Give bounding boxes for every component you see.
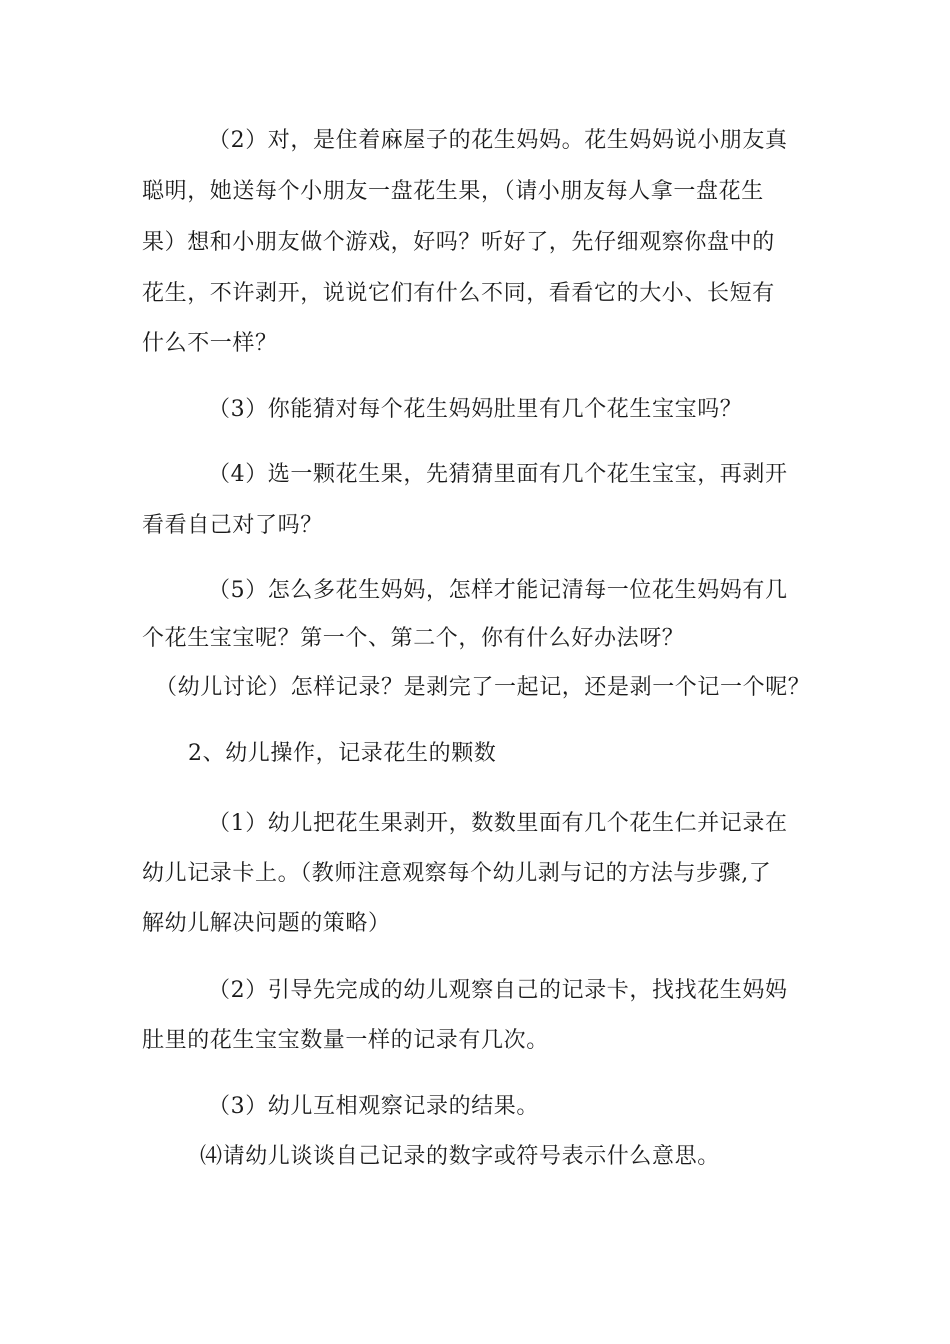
paragraph-5-line-3: （幼儿讨论）怎样记录？是剥完了一起记，还是剥一个记一个呢？ xyxy=(155,675,811,700)
paragraph-4-line-2: 看看自己对了吗？ xyxy=(142,513,323,538)
step-1-line-1: （1）幼儿把花生果剥开，数数里面有几个花生仁并记录在 xyxy=(208,811,788,836)
paragraph-2-line-1: （2）对，是住着麻屋子的花生妈妈。花生妈妈说小朋友真 xyxy=(208,128,788,153)
step-1-line-3: 解幼儿解决问题的策略） xyxy=(142,911,391,936)
step-1-line-2: 幼儿记录卡上。（教师注意观察每个幼儿剥与记的方法与步骤,了 xyxy=(142,861,772,886)
paragraph-3-line-1: （3）你能猜对每个花生妈妈肚里有几个花生宝宝吗？ xyxy=(208,397,743,422)
paragraph-5-line-1: （5）怎么多花生妈妈，怎样才能记清每一位花生妈妈有几 xyxy=(208,578,788,603)
section-heading-2: 2、幼儿操作，记录花生的颗数 xyxy=(188,741,497,766)
step-2-line-2: 肚里的花生宝宝数量一样的记录有几次。 xyxy=(142,1028,549,1053)
paragraph-2-line-4: 花生，不许剥开，说说它们有什么不同，看看它的大小、长短有 xyxy=(142,281,775,306)
paragraph-2-line-3: 果）想和小朋友做个游戏，好吗？听好了，先仔细观察你盘中的 xyxy=(142,230,775,255)
paragraph-4-line-1: （4）选一颗花生果，先猜猜里面有几个花生宝宝，再剥开 xyxy=(208,462,788,487)
step-2-line-1: （2）引导先完成的幼儿观察自己的记录卡，找找花生妈妈 xyxy=(208,978,788,1003)
step-4-line-1: ⑷请幼儿谈谈自己记录的数字或符号表示什么意思。 xyxy=(200,1144,720,1169)
paragraph-2-line-5: 什么不一样？ xyxy=(142,331,278,356)
paragraph-5-line-2: 个花生宝宝呢？第一个、第二个，你有什么好办法呀？ xyxy=(142,626,685,651)
step-3-line-1: （3）幼儿互相观察记录的结果。 xyxy=(208,1094,539,1119)
paragraph-2-line-2: 聪明，她送每个小朋友一盘花生果，（请小朋友每人拿一盘花生 xyxy=(142,179,764,204)
